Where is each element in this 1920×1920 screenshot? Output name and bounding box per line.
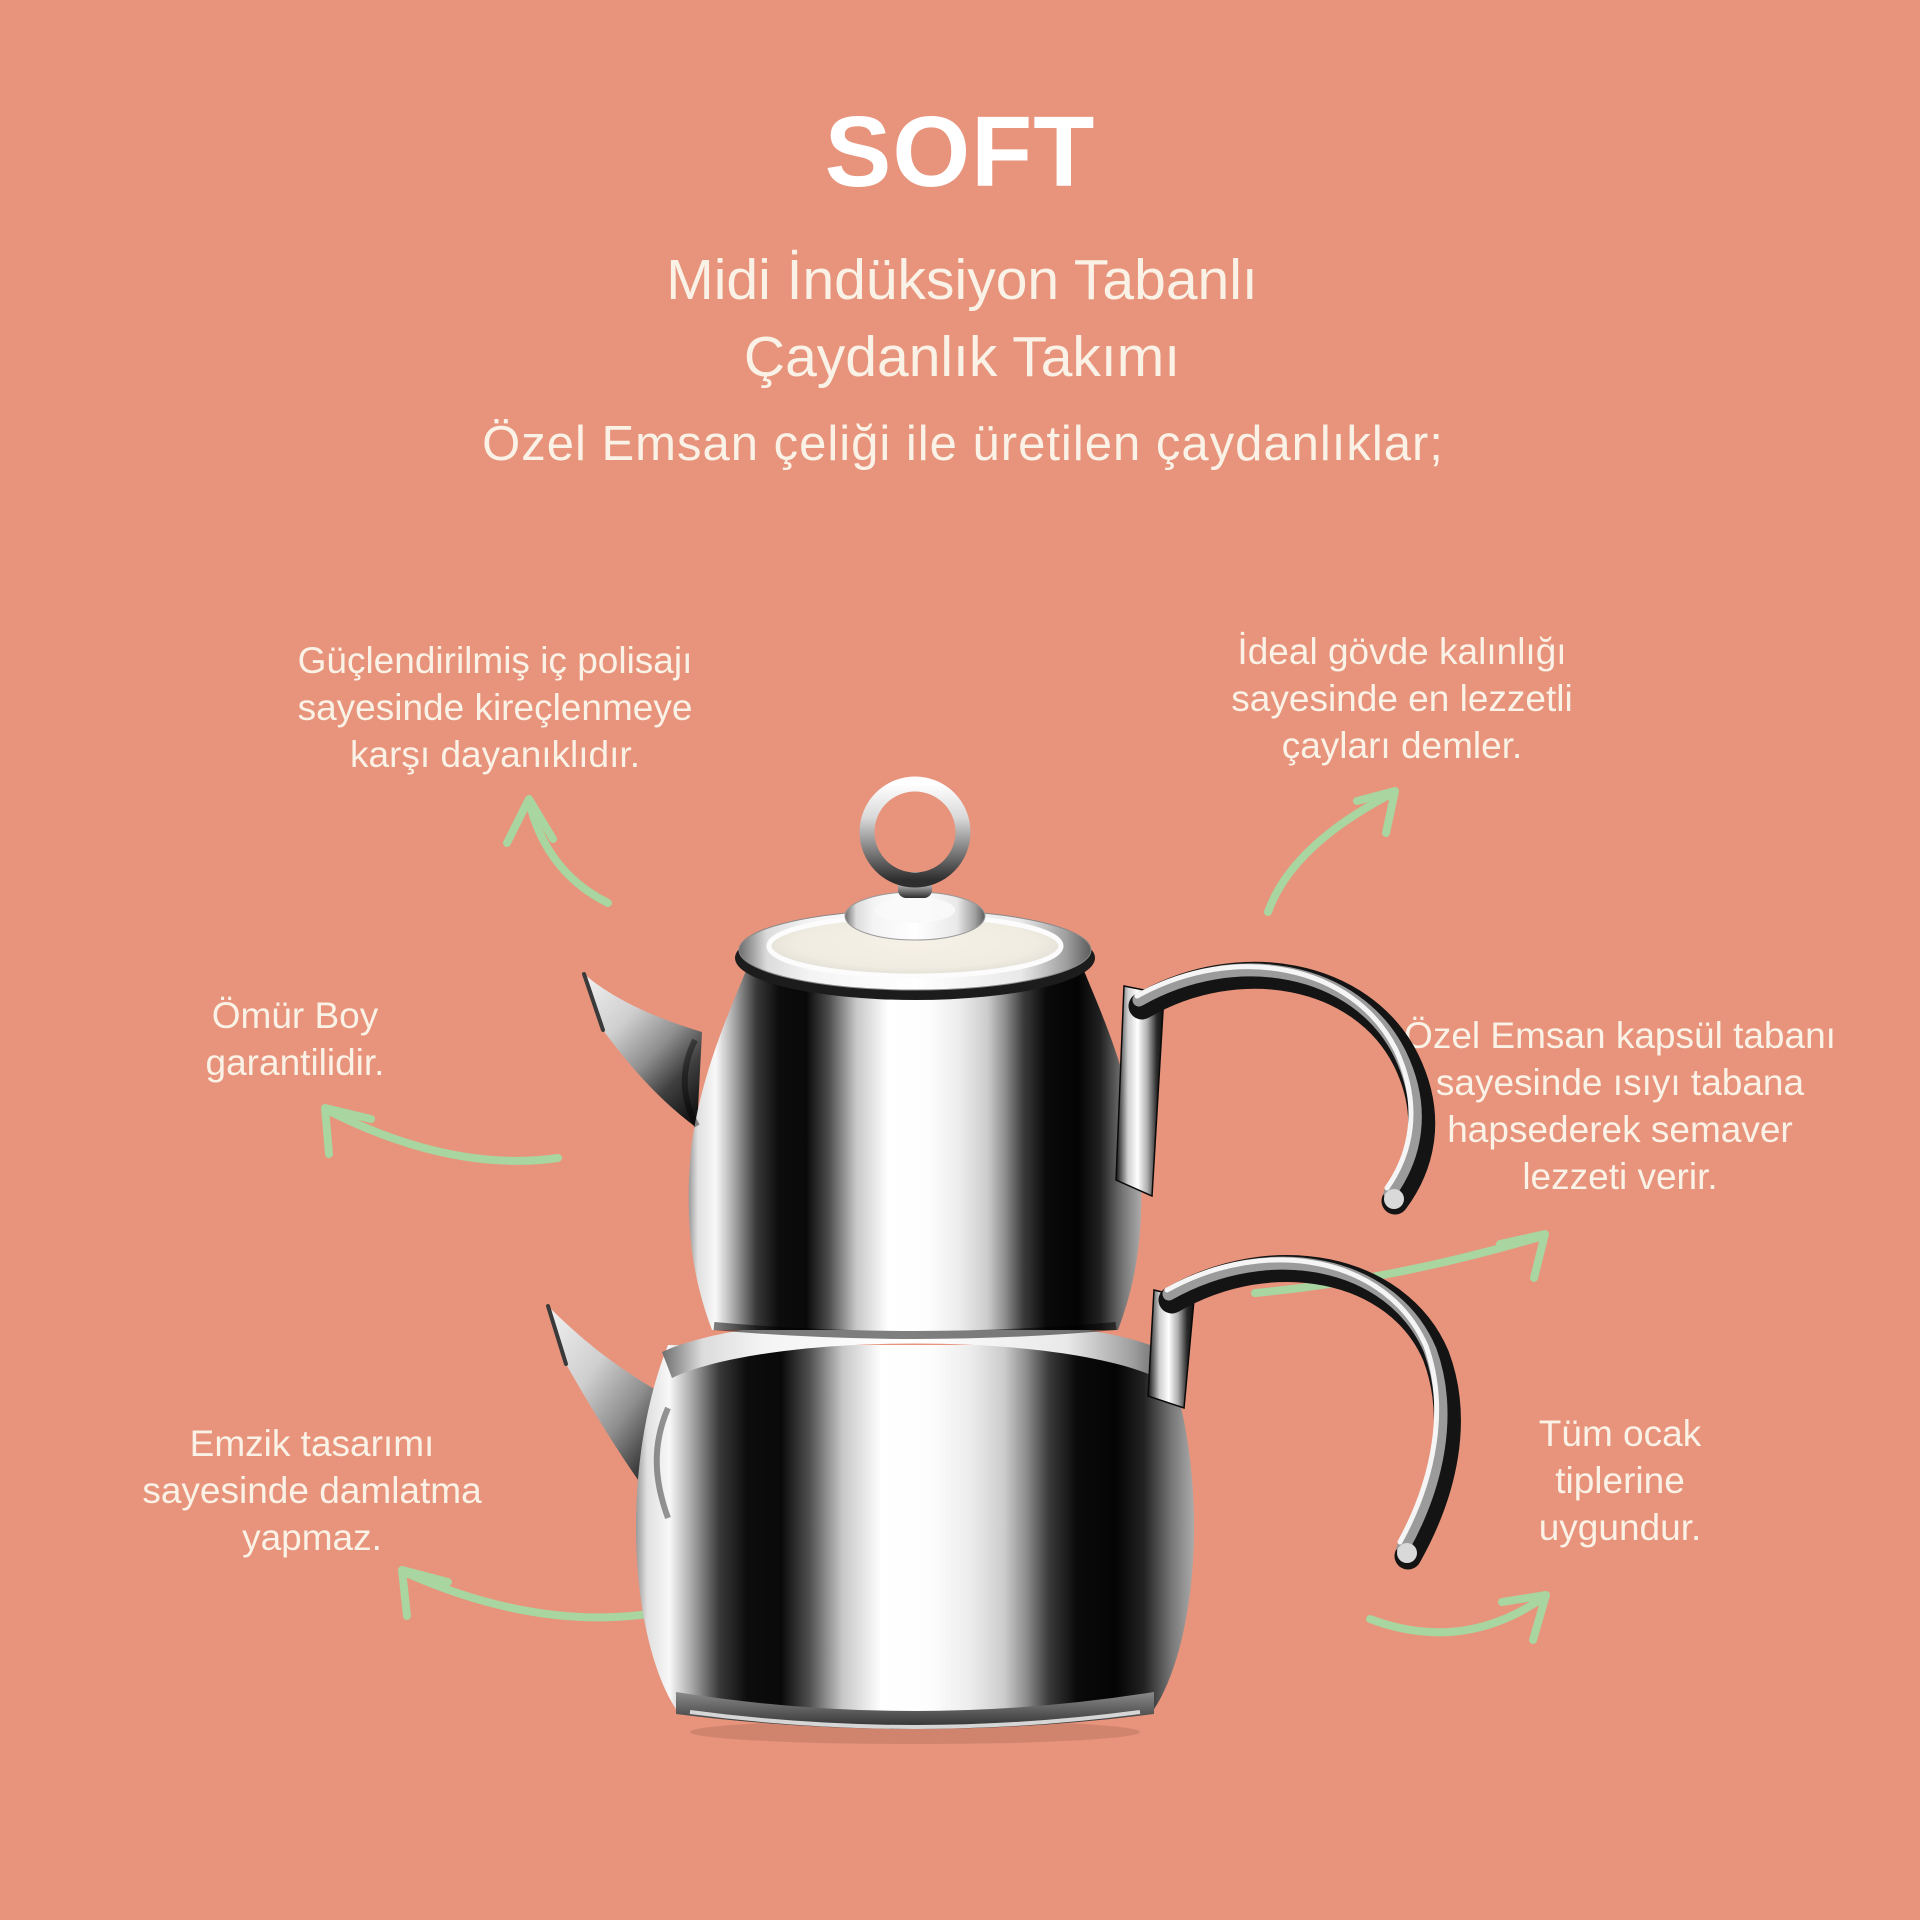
curved-arrow-body-thickness	[1268, 793, 1393, 912]
callout-line: Güçlendirilmiş iç polisajı	[297, 640, 693, 681]
lid-ring-handle	[867, 784, 963, 880]
callout-line: karşı dayanıklıdır.	[350, 734, 640, 775]
upper-teapot-handle	[1137, 967, 1422, 1201]
callout-line: İdeal gövde kalınlığı	[1237, 631, 1567, 672]
callout-line: çayları demler.	[1281, 725, 1523, 766]
callout-line: sayesinde en lezzetli	[1231, 678, 1573, 719]
callout-line: Özel Emsan kapsül tabanı	[1404, 1015, 1836, 1056]
brand-title: SOFT	[824, 96, 1096, 208]
callout-line: Tüm ocak	[1538, 1413, 1702, 1454]
callout-line: yapmaz.	[242, 1517, 382, 1558]
callout-line: Emzik tasarımı	[189, 1423, 435, 1464]
lower-kettle-body	[636, 1345, 1194, 1723]
callout-line: lezzeti verir.	[1522, 1156, 1718, 1197]
callout-line: uygundur.	[1538, 1507, 1702, 1548]
lower-kettle-handle	[1167, 1260, 1447, 1556]
callout-line: Ömür Boy	[211, 995, 379, 1036]
callout-line: tiplerine	[1555, 1460, 1685, 1501]
curved-arrow-head	[507, 799, 553, 843]
callout-line: sayesinde kireçlenmeye	[297, 687, 693, 728]
upper-teapot-spout	[584, 974, 702, 1128]
product-title-line1: Midi İndüksiyon Tabanlı	[666, 248, 1258, 312]
callout-line: sayesinde ısıyı tabana	[1435, 1062, 1805, 1103]
product-title-line2: Çaydanlık Takımı	[743, 325, 1181, 389]
callout-line: garantilidir.	[205, 1042, 385, 1083]
teapot-set-photo	[548, 784, 1447, 1744]
callout-line: hapsederek semaver	[1447, 1109, 1793, 1150]
callout-line: sayesinde damlatma	[142, 1470, 482, 1511]
tagline: Özel Emsan çeliği ile üretilen çaydanlıklar;	[482, 417, 1444, 471]
upper-teapot-body	[689, 966, 1142, 1330]
